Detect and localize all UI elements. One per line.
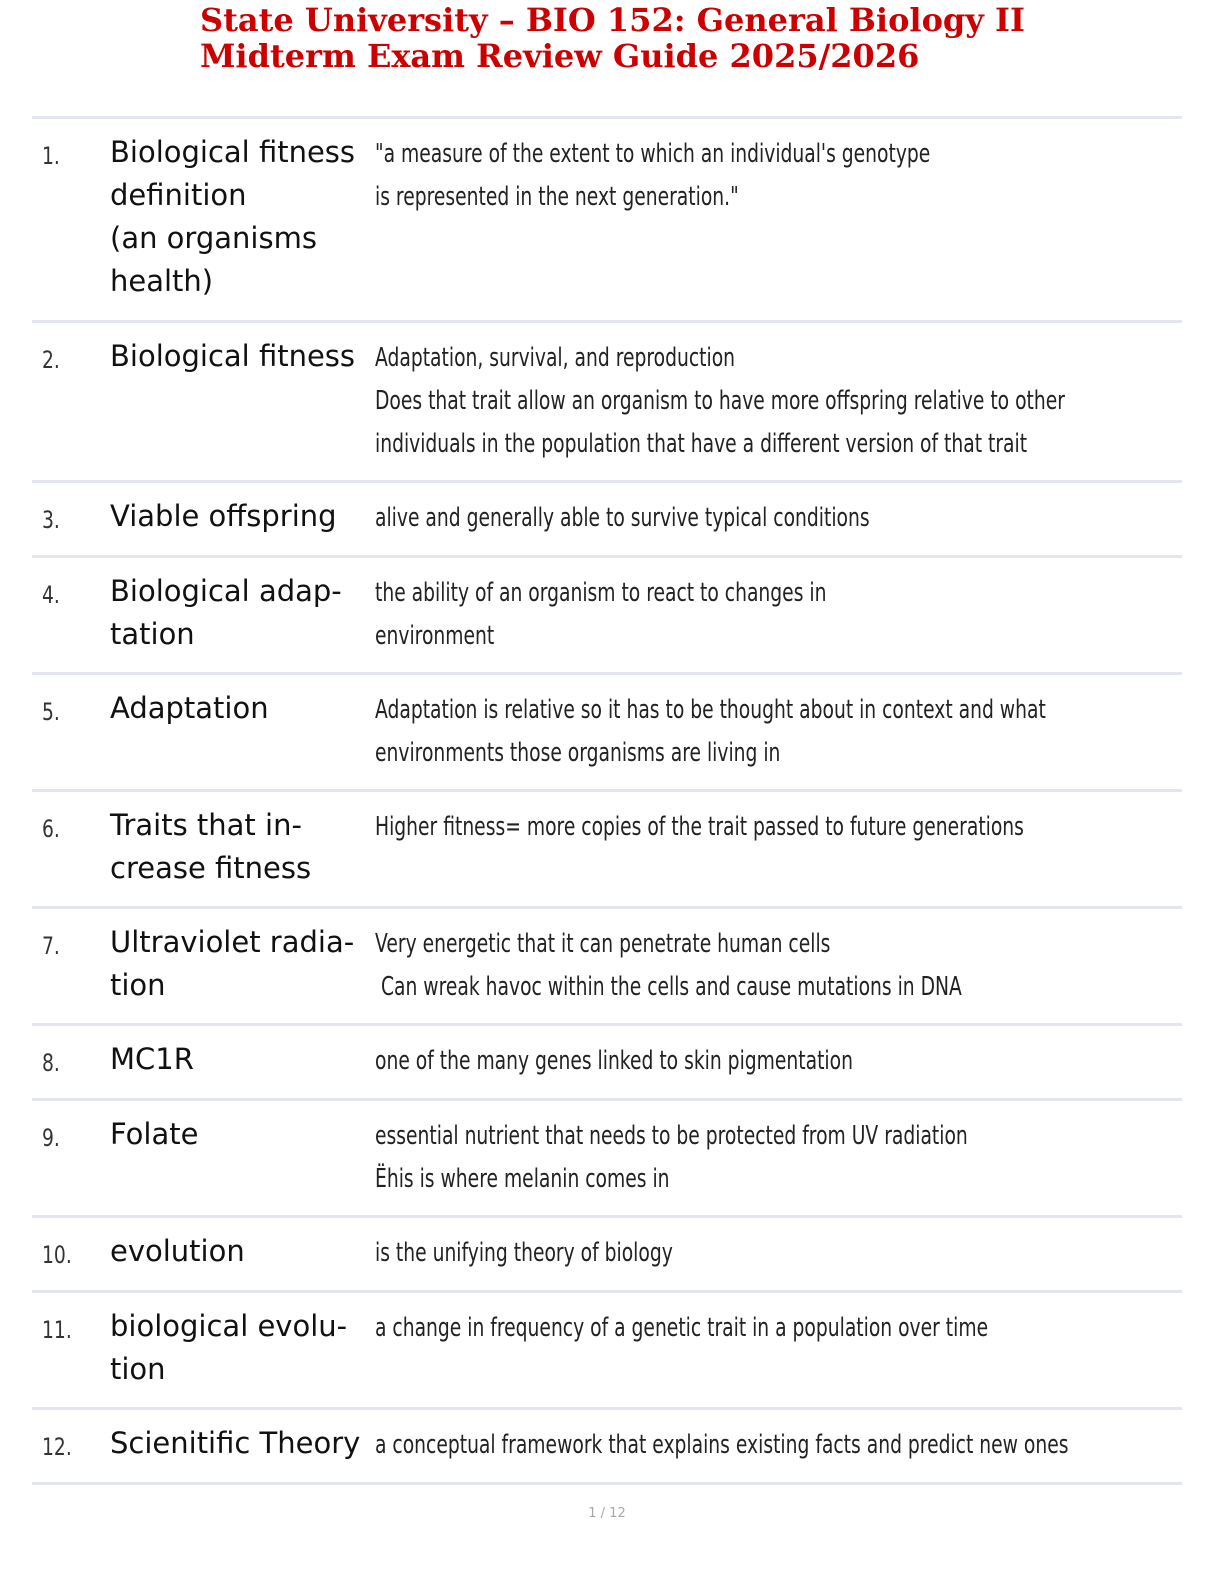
- card-term: Biological fitness: [110, 339, 356, 373]
- flashcard: [32, 1410, 1182, 1482]
- card-definition: one of the many genes linked to skin pigmentation: [375, 1046, 853, 1076]
- card-term: Scienitific Theory: [110, 1426, 361, 1460]
- card-number: 5.: [42, 698, 60, 726]
- flashcard: [32, 1101, 1182, 1215]
- card-term: Biological fitness definition (an organisms health): [110, 135, 356, 298]
- card-term: biological evolu- tion: [110, 1309, 348, 1386]
- card-number: 2.: [42, 346, 60, 374]
- flashcard: [32, 483, 1182, 555]
- card-definition: the ability of an organism to react to changes in environment: [375, 578, 827, 651]
- card-definition: "a measure of the extent to which an individual's genotype is represented in the next generation.": [375, 139, 931, 212]
- card-definition: alive and generally able to survive typical conditions: [375, 503, 870, 533]
- flashcard: [32, 792, 1182, 906]
- card-number: 10.: [42, 1241, 72, 1269]
- flashcard: [32, 1218, 1182, 1290]
- card-number: 4.: [42, 581, 60, 609]
- card-number: 12.: [42, 1433, 72, 1461]
- card-term: Adaptation: [110, 691, 269, 725]
- card-definition: Higher fitness= more copies of the trait passed to future generations: [375, 812, 1024, 842]
- card-definition: a change in frequency of a genetic trait in a population over time: [375, 1313, 989, 1343]
- card-number: 6.: [42, 815, 60, 843]
- title-line-1: State University – BIO 152: General Biology II: [200, 1, 1025, 39]
- page-title: [200, 2, 1200, 74]
- divider: [32, 1482, 1182, 1485]
- flashcard-list: [32, 116, 1182, 1485]
- card-number: 7.: [42, 932, 60, 960]
- card-definition: Adaptation is relative so it has to be thought about in context and what environments those organisms are living in: [375, 695, 1046, 768]
- flashcard: [32, 909, 1182, 1023]
- card-term: Traits that in- crease fitness: [110, 808, 312, 885]
- flashcard: [32, 119, 1182, 320]
- card-term: Ultraviolet radia- tion: [110, 925, 355, 1002]
- flashcard: [32, 323, 1182, 480]
- card-term: Biological adap- tation: [110, 574, 342, 651]
- flashcard: [32, 675, 1182, 789]
- card-number: 11.: [42, 1316, 72, 1344]
- flashcard: [32, 1026, 1182, 1098]
- card-number: 3.: [42, 506, 60, 534]
- card-definition: is the unifying theory of biology: [375, 1238, 673, 1268]
- card-definition: Adaptation, survival, and reproduction Does that trait allow an organism to have more offspring relative to other individuals in the population that have a different version of that trait: [375, 343, 1065, 459]
- card-term: evolution: [110, 1234, 245, 1268]
- card-number: 1.: [42, 142, 60, 170]
- card-definition: essential nutrient that needs to be protected from UV radiation Ëhis is where melanin comes in: [375, 1121, 968, 1194]
- card-term: Viable offspring: [110, 499, 337, 533]
- card-number: 8.: [42, 1049, 60, 1077]
- card-term: Folate: [110, 1117, 199, 1151]
- card-definition: Very energetic that it can penetrate human cells Can wreak havoc within the cells and cause mutations in DNA: [375, 929, 962, 1002]
- card-number: 9.: [42, 1124, 60, 1152]
- card-definition: a conceptual framework that explains existing facts and predict new ones: [375, 1430, 1069, 1460]
- flashcard: [32, 558, 1182, 672]
- flashcard: [32, 1293, 1182, 1407]
- card-term: MC1R: [110, 1042, 194, 1076]
- page-number: 1 / 12: [588, 1506, 626, 1521]
- title-line-2: Midterm Exam Review Guide 2025/2026: [200, 37, 920, 75]
